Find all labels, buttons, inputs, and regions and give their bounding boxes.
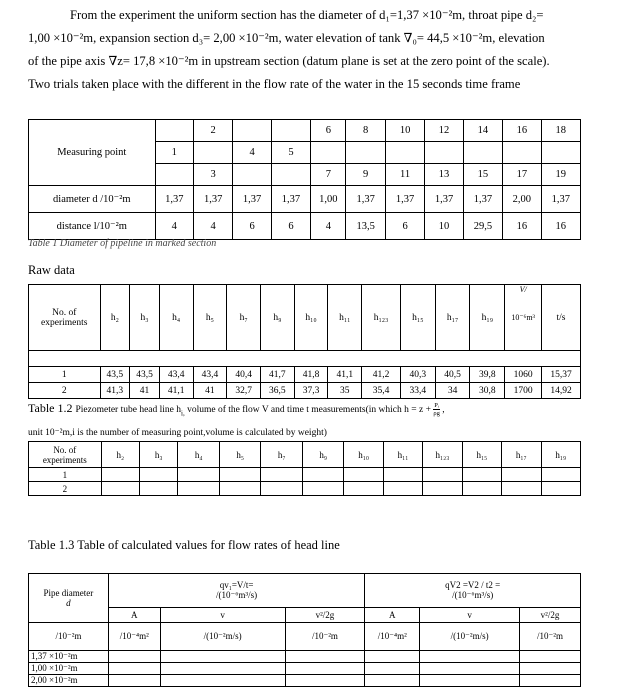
meas-header-cell: h₁₁ [383, 442, 422, 468]
measurement-table [28, 441, 581, 496]
mp-bot-cell [271, 164, 310, 186]
raw-row-no: 1 [29, 367, 101, 383]
meas-experiments-text: experiments [42, 454, 87, 465]
distance-cell: 6 [271, 213, 310, 240]
qv1-line2: /(10⁻⁶m³/s) [216, 590, 258, 600]
mp-top-cell: 6 [311, 120, 346, 142]
table12-title-part5: + [423, 405, 434, 415]
meas-cell [302, 482, 344, 496]
mp-mid-cell [541, 142, 580, 164]
raw-header-cell: h₇ [227, 285, 261, 351]
table12-title [28, 401, 445, 417]
diameter-cell: 1,37 [233, 186, 271, 213]
mp-bot-cell: 9 [346, 164, 385, 186]
distance-cell: 6 [233, 213, 271, 240]
meas-cell [219, 482, 261, 496]
distance-label: distance l/10⁻²m [29, 213, 156, 240]
flow-cell [420, 675, 520, 687]
table12-title-part3: volume of the flow V and time t measurements(in which h [184, 405, 409, 415]
raw-cell: 41,8 [294, 367, 328, 383]
raw-header-cell: h₁₁ [328, 285, 362, 351]
diameter-cell: 1,37 [541, 186, 580, 213]
diameter-cell: 1,37 [385, 186, 424, 213]
flow-cell [365, 675, 420, 687]
meas-cell [261, 482, 303, 496]
A2-header: A [365, 608, 420, 623]
raw-cell: 35 [328, 383, 362, 399]
meas-row-no: 2 [29, 482, 102, 496]
flow-cell [520, 663, 581, 675]
meas-cell [502, 482, 541, 496]
diameter-cell: 1,37 [346, 186, 385, 213]
intro-line-4: Two trials taken place with the different in the flow rate of the water in the 15 seconds time frame [28, 77, 521, 91]
table12-title-part2: Piezometer tube head line h [75, 405, 182, 415]
meas-cell [462, 468, 501, 482]
qv1-header [108, 574, 364, 608]
mp-mid-cell: 4 [233, 142, 271, 164]
meas-no-of-header [29, 442, 102, 468]
diameter-row-label: 1,37 ×10⁻²m [29, 651, 109, 663]
qv2-line2: /(10⁻⁶m³/s) [452, 590, 494, 600]
raw-header-cell: h₅ [193, 285, 227, 351]
flow-cell [520, 651, 581, 663]
unit-v2-cell: /(10⁻²m/s) [420, 623, 520, 651]
diameter-cell: 1,37 [425, 186, 463, 213]
mp-mid-cell [425, 142, 463, 164]
mp-mid-cell [463, 142, 502, 164]
flow-cell [160, 651, 285, 663]
distance-cell: 4 [193, 213, 232, 240]
raw-cell: 41,3 [100, 383, 130, 399]
raw-cell: 43,4 [159, 367, 193, 383]
raw-cell: 41,1 [159, 383, 193, 399]
flow-cell [420, 663, 520, 675]
meas-cell [344, 468, 383, 482]
raw-cell: 40,4 [227, 367, 261, 383]
raw-header-cell: h₂ [100, 285, 130, 351]
raw-header-cell: h₉ [260, 285, 294, 351]
mp-top-cell [155, 120, 193, 142]
raw-spacer-row [29, 351, 581, 367]
meas-cell [541, 468, 580, 482]
mp-top-cell: 16 [503, 120, 541, 142]
raw-no-of-header [29, 285, 101, 351]
raw-cell: 1700 [505, 383, 542, 399]
meas-cell [541, 482, 580, 496]
flow-cell [285, 651, 365, 663]
flow-cell [160, 675, 285, 687]
raw-cell: 36,5 [260, 383, 294, 399]
table12-unit-note: unit 10⁻²m,i is the number of measuring point,volume is calculated by weight) [28, 428, 327, 438]
intro-line-1: From the experiment the uniform section has the diameter of d₁=1,37 ×10⁻²m, throat pipe d₂= [70, 8, 544, 22]
meas-cell [383, 482, 422, 496]
raw-cell: 39,8 [470, 367, 505, 383]
raw-data-heading: Raw data [28, 263, 75, 277]
raw-cell: 33,4 [400, 383, 435, 399]
meas-cell [302, 468, 344, 482]
qv2-line1: qV2 =V2 / t2 = [445, 580, 501, 590]
meas-header-cell: h₂ [101, 442, 139, 468]
unit-A2-cell: /10⁻⁴m² [365, 623, 420, 651]
flow-cell [108, 675, 160, 687]
distance-cell: 6 [385, 213, 424, 240]
flow-rate-table [28, 573, 581, 687]
meas-cell [261, 468, 303, 482]
meas-cell [383, 468, 422, 482]
meas-header-cell: h₁₅ [462, 442, 501, 468]
unit-v2g1-cell: /10⁻²m [285, 623, 365, 651]
raw-row-no: 2 [29, 383, 101, 399]
mp-top-cell: 10 [385, 120, 424, 142]
intro-line-2: 1,00 ×10⁻²m, expansion section d₃= 2,00 ×10⁻²m, water elevation of tank ∇₀= 44,5 ×10⁻²m, elevation [28, 31, 545, 45]
raw-cell: 41,2 [362, 367, 401, 383]
raw-cell: 41 [130, 383, 160, 399]
raw-header-cell: h₁₀ [294, 285, 328, 351]
flow-cell [108, 663, 160, 675]
distance-cell: 29,5 [463, 213, 502, 240]
unit-v2g2-cell: /10⁻²m [520, 623, 581, 651]
raw-header-cell: h₄ [159, 285, 193, 351]
table12-title-sub: i, [181, 409, 185, 418]
raw-cell: 1060 [505, 367, 542, 383]
diameter-cell: 1,37 [271, 186, 310, 213]
diameter-cell: 1,37 [155, 186, 193, 213]
meas-header-cell: h₁₂₃ [423, 442, 462, 468]
meas-header-cell: h₃ [140, 442, 178, 468]
meas-header-cell: h₉ [302, 442, 344, 468]
v2g2-header: v²/2g [520, 608, 581, 623]
unit-d-cell: /10⁻²m [29, 623, 109, 651]
raw-header-cell: h₁₇ [435, 285, 470, 351]
raw-header-cell: h₃ [130, 285, 160, 351]
diameter-row-label: 2,00 ×10⁻²m [29, 675, 109, 687]
mp-bot-cell [233, 164, 271, 186]
mp-mid-cell [503, 142, 541, 164]
mp-bot-cell: 13 [425, 164, 463, 186]
flow-cell [420, 651, 520, 663]
raw-cell: 34 [435, 383, 470, 399]
flow-cell [520, 675, 581, 687]
meas-cell [178, 468, 220, 482]
v2g1-header: v²/2g [285, 608, 365, 623]
raw-cell: 30,8 [470, 383, 505, 399]
mp-bot-cell: 17 [503, 164, 541, 186]
meas-cell [344, 482, 383, 496]
qv2-header [365, 574, 581, 608]
table1-caption: Table 1 Diameter of pipeline in marked section [28, 238, 217, 249]
distance-cell: 4 [311, 213, 346, 240]
mp-mid-cell: 5 [271, 142, 310, 164]
distance-cell: 16 [503, 213, 541, 240]
distance-cell: 16 [541, 213, 580, 240]
raw-cell: 40,5 [435, 367, 470, 383]
raw-cell: 41,7 [260, 367, 294, 383]
raw-experiments-text: experiments [41, 317, 88, 328]
fraction-numerator: Pᵢ [434, 401, 439, 409]
diameter-label: diameter d /10⁻²m [29, 186, 156, 213]
raw-data-table [28, 284, 581, 399]
unit-v1-cell: /(10⁻²m/s) [160, 623, 285, 651]
mp-bot-cell: 19 [541, 164, 580, 186]
meas-cell [140, 482, 178, 496]
table12-title-part4: = z [408, 405, 424, 415]
raw-cell: 15,37 [542, 367, 581, 383]
raw-header-cell: h₁₉ [470, 285, 505, 351]
pipe-diameter-text: Pipe diameter [43, 588, 94, 598]
mp-top-cell [271, 120, 310, 142]
meas-cell [178, 482, 220, 496]
meas-header-cell: h₁₉ [541, 442, 580, 468]
table13-title: Table 1.3 Table of calculated values for flow rates of head line [28, 538, 340, 552]
meas-no-of-text: No. of [53, 444, 77, 455]
meas-cell [140, 468, 178, 482]
raw-volume-top: V/ [519, 285, 527, 294]
fraction-denominator: ρg [433, 409, 440, 417]
raw-header-cell: h₁₅ [400, 285, 435, 351]
meas-cell [101, 482, 139, 496]
intro-paragraph [28, 4, 608, 96]
meas-header-cell: h₄ [178, 442, 220, 468]
mp-top-cell: 12 [425, 120, 463, 142]
mp-bot-cell: 3 [193, 164, 232, 186]
raw-time-header: t/s [542, 285, 581, 351]
mp-mid-cell [311, 142, 346, 164]
mp-mid-cell [193, 142, 232, 164]
meas-cell [423, 482, 462, 496]
meas-header-cell: h₇ [261, 442, 303, 468]
A1-header: A [108, 608, 160, 623]
meas-cell [423, 468, 462, 482]
meas-header-cell: h₁₇ [502, 442, 541, 468]
flow-cell [365, 651, 420, 663]
meas-cell [101, 468, 139, 482]
flow-cell [160, 663, 285, 675]
flow-cell [285, 663, 365, 675]
diameter-cell: 1,37 [193, 186, 232, 213]
table12-title-comma: , [439, 405, 445, 415]
mp-top-cell: 18 [541, 120, 580, 142]
flow-cell [365, 663, 420, 675]
raw-cell: 14,92 [542, 383, 581, 399]
table12-title-part1: Table 1.2 [28, 401, 76, 415]
raw-volume-unit: 10⁻⁶m³ [511, 313, 535, 322]
meas-header-cell: h₅ [219, 442, 261, 468]
meas-cell [502, 468, 541, 482]
mp-top-cell [233, 120, 271, 142]
intro-line-3: of the pipe axis ∇z= 17,8 ×10⁻²m in upstream section (datum plane is set at the zero point of the scale). [28, 54, 550, 68]
mp-mid-cell [346, 142, 385, 164]
flow-cell [108, 651, 160, 663]
mp-bot-cell [155, 164, 193, 186]
pipe-diameter-header [29, 574, 109, 623]
raw-no-of-text: No. of [52, 307, 77, 318]
flow-cell [285, 675, 365, 687]
v2-header: v [420, 608, 520, 623]
raw-cell: 32,7 [227, 383, 261, 399]
raw-volume-header [505, 285, 542, 351]
meas-row-no: 1 [29, 468, 102, 482]
pipe-d-text: d [66, 598, 71, 608]
raw-cell: 41,1 [328, 367, 362, 383]
v1-header: v [160, 608, 285, 623]
diameter-cell: 2,00 [503, 186, 541, 213]
raw-cell: 35,4 [362, 383, 401, 399]
mp-bot-cell: 11 [385, 164, 424, 186]
measuring-point-label: Measuring point [29, 120, 156, 186]
meas-header-cell: h₁₀ [344, 442, 383, 468]
unit-A1-cell: /10⁻⁴m² [108, 623, 160, 651]
mp-top-cell: 2 [193, 120, 232, 142]
mp-top-cell: 8 [346, 120, 385, 142]
raw-cell: 41 [193, 383, 227, 399]
diameter-row-label: 1,00 ×10⁻²m [29, 663, 109, 675]
raw-header-cell: h₁₂₃ [362, 285, 401, 351]
diameter-cell: 1,00 [311, 186, 346, 213]
mp-bot-cell: 15 [463, 164, 502, 186]
raw-cell: 40,3 [400, 367, 435, 383]
raw-cell: 43,5 [130, 367, 160, 383]
raw-cell: 43,4 [193, 367, 227, 383]
diameter-table [28, 119, 581, 240]
raw-cell: 37,3 [294, 383, 328, 399]
diameter-cell: 1,37 [463, 186, 502, 213]
mp-bot-cell: 7 [311, 164, 346, 186]
mp-mid-cell: 1 [155, 142, 193, 164]
meas-cell [219, 468, 261, 482]
raw-cell: 43,5 [100, 367, 130, 383]
distance-cell: 13,5 [346, 213, 385, 240]
qv1-line1: qv₁=V/t= [219, 580, 254, 590]
distance-cell: 10 [425, 213, 463, 240]
distance-cell: 4 [155, 213, 193, 240]
meas-cell [462, 482, 501, 496]
mp-mid-cell [385, 142, 424, 164]
mp-top-cell: 14 [463, 120, 502, 142]
